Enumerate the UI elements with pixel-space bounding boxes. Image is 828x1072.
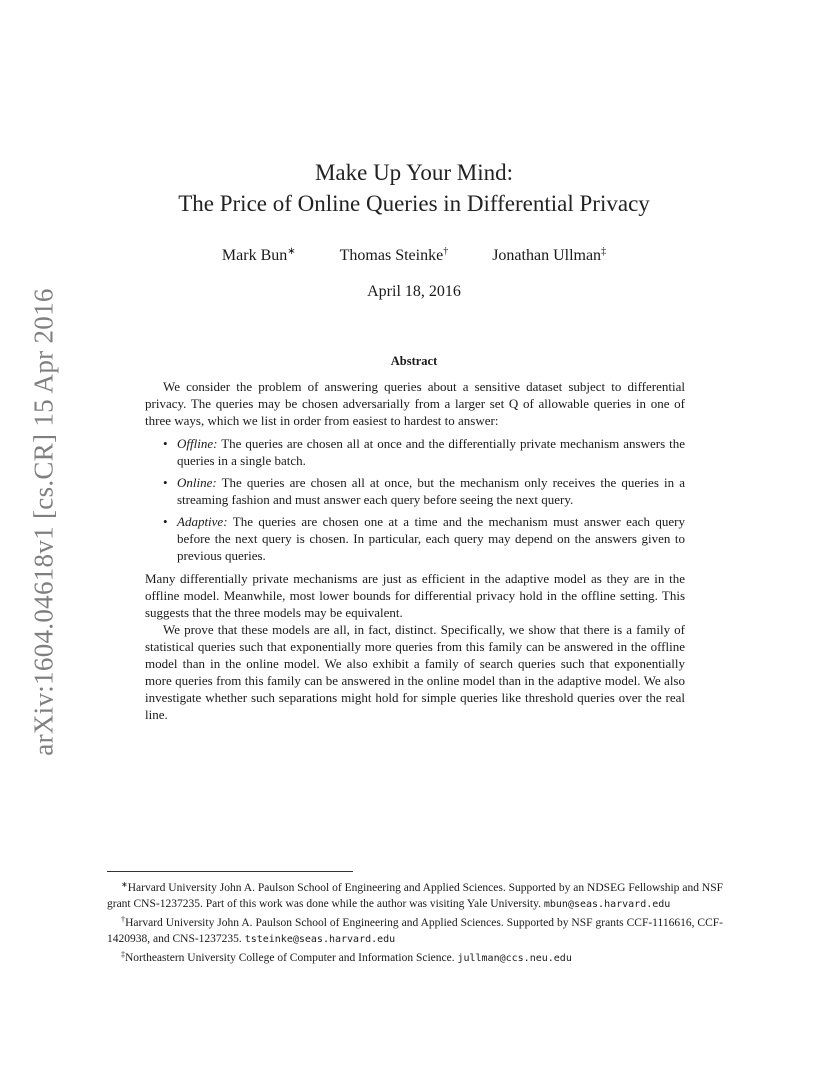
title-line-1: Make Up Your Mind:: [314, 160, 514, 185]
bullet-icon: •: [163, 436, 168, 451]
list-item-offline: • Offline: The queries are chosen all at once and the differentially private mechanism answers the queries in a single batch.: [163, 436, 685, 468]
email-link[interactable]: tsteinke@seas.harvard.edu: [244, 933, 396, 945]
query-model-list: [145, 435, 685, 564]
abstract-paragraph-3: We prove that these models are all, in fact, distinct. Specifically, we show that there is a family of statistical queries such that exponentially more queries from this family can be answered in the offline model than in the online model. We also exhibit a family of search queries such that exponentially more queries from this family can be answered in the online model than in the adaptive model. We also investigate whether such separations might hold for simple queries like threshold queries over the real line.: [145, 622, 685, 722]
abstract-body: [145, 378, 685, 723]
author-ullman: Jonathan Ullman‡: [492, 246, 607, 264]
publication-date: April 18, 2016: [367, 283, 461, 300]
abstract-heading: Abstract: [390, 354, 438, 368]
bullet-icon: •: [163, 475, 168, 490]
title-line-2: The Price of Online Queries in Differential Privacy: [178, 191, 650, 216]
author-list: [0, 246, 828, 265]
abstract-intro: We consider the problem of answering queries about a sensitive dataset subject to differential privacy. The queries may be chosen adversarially from a larger set Q of allowable queries in one of three ways, which we list in order from easiest to hardest to answer:: [145, 379, 685, 428]
list-item-adaptive: • Adaptive: The queries are chosen one at a time and the mechanism must answer each query before the next query is chosen. In particular, each query may depend on the answers given to previous queries.: [163, 514, 685, 563]
author-steinke: Thomas Steinke†: [339, 246, 449, 264]
footnote-divider: [107, 871, 353, 872]
author-bun: Mark Bun∗: [221, 246, 296, 264]
footnote-steinke: †Harvard University John A. Paulson School of Engineering and Applied Sciences. Supported by NSF grants CCF-1116616, CCF-1420938, and CNS-1237235. tsteinke@seas.harvard.edu: [107, 915, 723, 945]
email-link[interactable]: jullman@ccs.neu.edu: [457, 953, 572, 964]
email-link[interactable]: mbun@seas.harvard.edu: [543, 898, 671, 910]
arxiv-identifier-stamp: arXiv:1604.04618v1 [cs.CR] 15 Apr 2016: [28, 288, 59, 756]
footnote-ullman: ‡Northeastern University College of Computer and Information Science. jullman@ccs.neu.edu: [121, 950, 572, 964]
list-item-online: • Online: The queries are chosen all at once, but the mechanism only receives the queries in a streaming fashion and must answer each query before seeing the next query.: [163, 475, 685, 507]
footnote-bun: ∗Harvard University John A. Paulson School of Engineering and Applied Sciences. Supported by an NDSEG Fellowship and NSF grant CNS-1237235. Part of this work was done while the author was visiting Yale University. mbun@seas.harvard.edu: [107, 880, 723, 910]
footnotes: [107, 877, 723, 967]
abstract-paragraph-2: Many differentially private mechanisms are just as efficient in the adaptive model as they are in the offline model. Meanwhile, most lower bounds for differential privacy hold in the offline setting. This suggests that the three models may be equivalent.: [145, 571, 685, 620]
bullet-icon: •: [163, 514, 168, 529]
